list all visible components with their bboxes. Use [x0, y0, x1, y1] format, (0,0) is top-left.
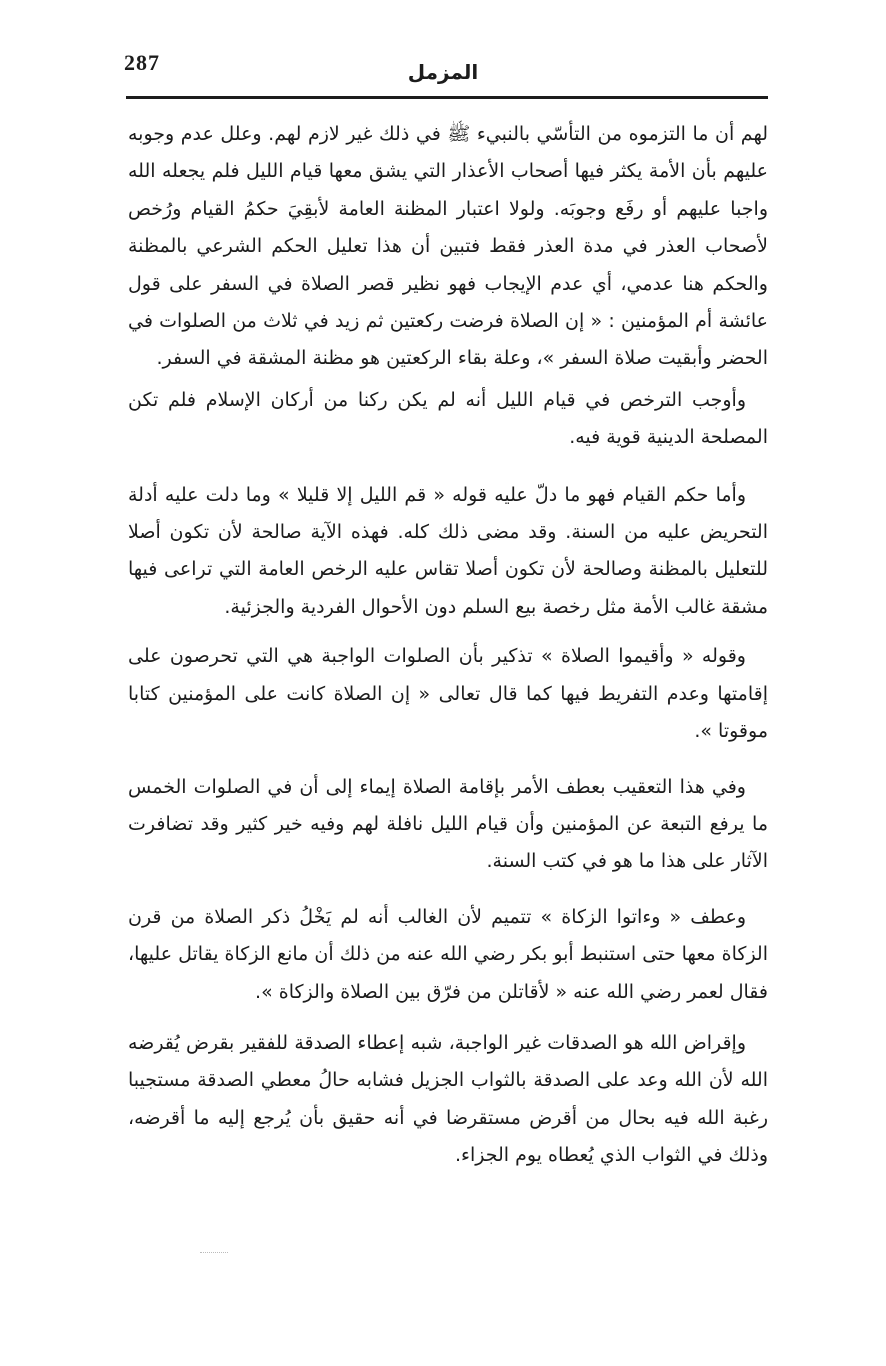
- paragraph: وعطف « وءاتوا الزكاة » تتميم لأن الغالب أنه لم يَخْلُ ذكر الصلاة من قرن الزكاة معها حتى استنبط أبو بكر رضي الله عنه من ذلك أن مانع الزكاة يقاتل عليها، فقال لعمر رضي الله عنه « لأقاتلن من فرّق بين الصلاة والزكاة ».: [128, 905, 768, 1003]
- running-title: المزمل: [407, 60, 479, 84]
- paragraph: وإقراض الله هو الصدقات غير الواجبة، شبه إعطاء الصدقة للفقير بقرض يُقرضه الله لأن الله وعد على الصدقة بالثواب الجزيل فشابه حالُ معطي الصدقة مستجيبا رغبة الله فيه بحال من أقرض مستقرضا في أنه حقيق بأن يُرجع إليه ما أقرضه، وذلك في الثواب الذي يُعطاه يوم الجزاء.: [128, 1031, 768, 1167]
- page-body: [128, 116, 768, 1175]
- paragraph: لهم أن ما التزموه من التأسّي بالنبيء ﷺ في ذلك غير لازم لهم. وعلل عدم وجوبه عليهم بأن الأمة يكثر فيها أصحاب الأعذار التي يشق معها قيام الليل فلم يجعله الله واجبا عليهم أو رفَع وجوبَه. ولولا اعتبار المظنة العامة لأبقِيَ حكمُ القيام ورُخص لأصحاب العذر في مدة العذر فقط فتبين أن هذا تعليل الحكم الشرعي بالمظنة والحكم هنا عدمي، أي عدم الإيجاب فهو نظير قصر الصلاة في السفر على قول عائشة أم المؤمنين : « إن الصلاة فرضت ركعتين ثم زيد في ثلاث من الصلوات في الحضر وأبقيت صلاة السفر »، وعلة بقاء الركعتين هو مظنة المشقة في السفر.: [128, 123, 768, 370]
- paragraph: وأما حكم القيام فهو ما دلّ عليه قوله « قم الليل إلا قليلا » وما دلت عليه أدلة التحريض عليه من السنة. وقد مضى ذلك كله. فهذه الآية صالحة لأن تكون أصلا للتعليل بالمظنة وصالحة لأن تكون أصلا تقاس عليه الرخص العامة التي تراعى فيها مشقة غالب الأمة مثل رخصة بيع السلم دون الأحوال الفردية والجزئية.: [128, 483, 768, 618]
- paragraph: وقوله « وأقيموا الصلاة » تذكير بأن الصلوات الواجبة هي التي تحرصون على إقامتها وعدم التفريط فيها كما قال تعالى « إن الصلاة كانت على المؤمنين كتابا موقوتا ».: [128, 645, 768, 743]
- page-number: 287: [124, 50, 160, 75]
- header-rule: [126, 96, 768, 99]
- paragraph: وأوجب الترخص في قيام الليل أنه لم يكن ركنا من أركان الإسلام فلم تكن المصلحة الدينية قوية فيه.: [128, 388, 768, 449]
- paragraph: وفي هذا التعقيب بعطف الأمر بإقامة الصلاة إيماء إلى أن في الصلوات الخمس ما يرفع التبعة عن المؤمنين وأن قيام الليل نافلة لهم وفيه خير كثير وقد تضافرت الآثار على هذا ما هو في كتب السنة.: [128, 775, 768, 873]
- footer-divider: [200, 1252, 228, 1253]
